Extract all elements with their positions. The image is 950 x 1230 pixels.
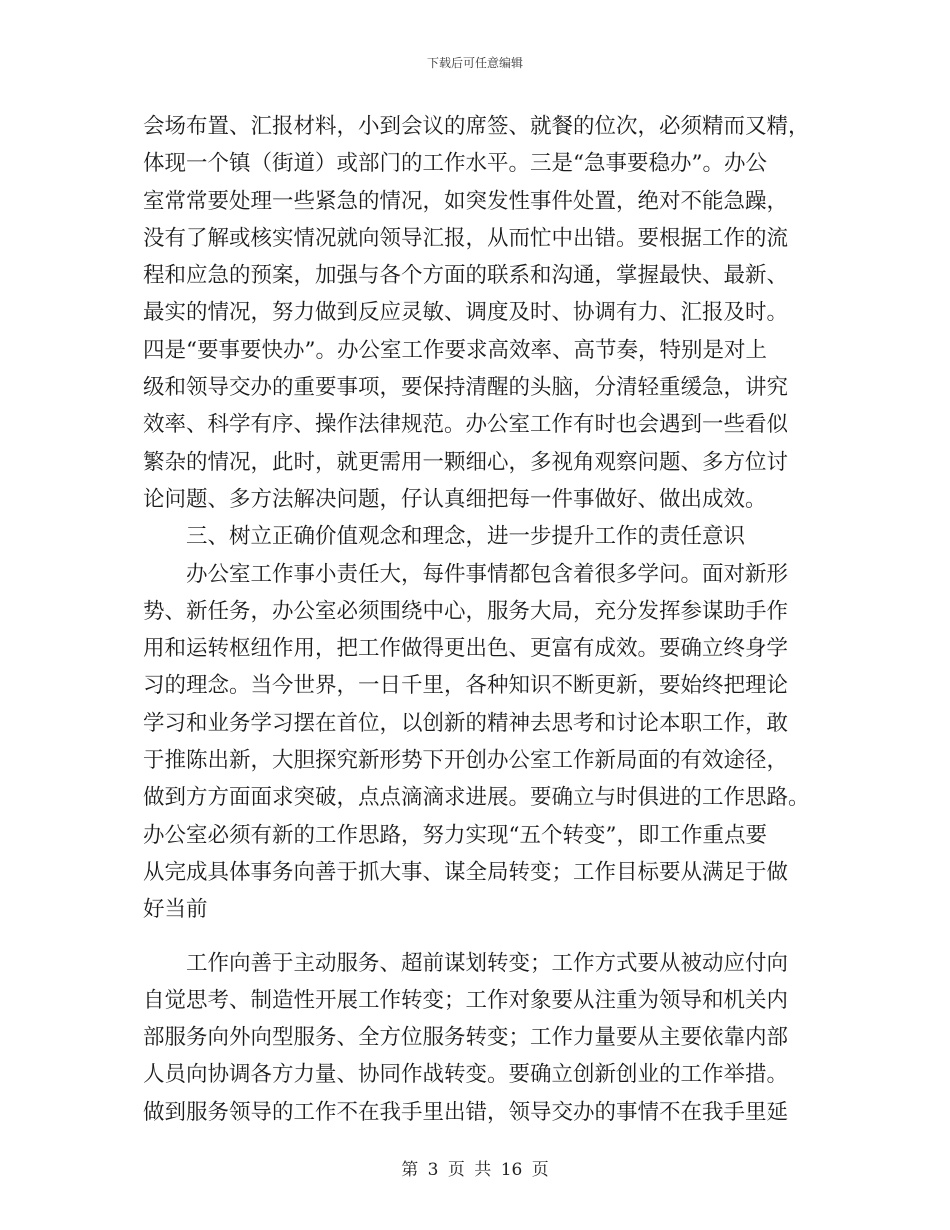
text-line: 最实的情况，努力做到反应灵敏、调度及时、协调有力、汇报及时。	[143, 300, 789, 326]
text-line: 论问题、多方法解决问题，仔认真细把每一件事做好、做出成效。	[143, 486, 767, 512]
paragraph	[143, 945, 815, 1131]
page-footer: 第 3 页 共 16 页	[401, 1160, 549, 1180]
text-line: 学习和业务学习摆在首位，以创新的精神去思考和讨论本职工作，敢	[143, 710, 789, 736]
text-line: 级和领导交办的重要事项，要保持清醒的头脑，分清轻重缓急，讲究	[143, 375, 789, 401]
text-line: 工作向善于主动服务、超前谋划转变；工作方式要从被动应付向	[186, 950, 789, 976]
text-line: 做到方方面面求突破，点点滴滴求进展。要确立与时俱进的工作思路。	[143, 785, 810, 811]
text-line: 人员向协调各方力量、协同作战转变。要确立创新创业的工作举措。	[143, 1062, 789, 1088]
text-line: 办公室工作事小责任大，每件事情都包含着很多学问。面对新形	[186, 561, 789, 587]
text-line: 程和应急的预案，加强与各个方面的联系和沟通，掌握最快、最新、	[143, 263, 789, 289]
text-line: 做到服务领导的工作不在我手里出错，领导交办的事情不在我手里延	[143, 1099, 789, 1125]
text-line: 办公室必须有新的工作思路，努力实现“五个转变”，即工作重点要	[143, 822, 767, 848]
page-header: 下载后可任意编辑	[426, 56, 523, 70]
text-line: 四是“要事要快办”。办公室工作要求高效率、高节奏，特别是对上	[143, 337, 767, 363]
text-line: 习的理念。当今世界，一日千里，各种知识不断更新，要始终把理论	[143, 673, 789, 699]
text-line: 部服务向外向型服务、全方位服务转变；工作力量要从主要依靠内部	[143, 1025, 789, 1051]
paragraph	[143, 556, 815, 929]
text-line: 势、新任务，办公室必须围绕中心，服务大局，充分发挥参谋助手作	[143, 598, 789, 624]
paragraph	[143, 108, 815, 518]
text-line: 好当前	[143, 897, 208, 923]
text-line: 用和运转枢纽作用，把工作做得更出色、更富有成效。要确立终身学	[143, 636, 789, 662]
text-line: 会场布置、汇报材料，小到会议的席签、就餐的位次，必须精而又精，	[143, 114, 810, 139]
text-line: 繁杂的情况，此时，就更需用一颗细心，多视角观察问题、多方位讨	[143, 449, 789, 475]
section-heading: 三、树立正确价值观念和理念，进一步提升工作的责任意识	[186, 524, 746, 550]
text-line: 于推陈出新，大胆探究新形势下开创办公室工作新局面的有效途径，	[143, 748, 789, 774]
text-line: 自觉思考、制造性开展工作转变；工作对象要从注重为领导和机关内	[143, 987, 789, 1013]
document-body	[143, 108, 815, 1131]
text-line: 效率、科学有序、操作法律规范。办公室工作有时也会遇到一些看似	[143, 412, 789, 438]
paragraph-gap	[143, 929, 815, 945]
text-line: 没有了解或核实情况就向领导汇报，从而忙中出错。要根据工作的流	[143, 225, 789, 251]
text-line: 从完成具体事务向善于抓大事、谋全局转变；工作目标要从满足于做	[143, 859, 789, 885]
text-line: 体现一个镇（街道）或部门的工作水平。三是“急事要稳办”。办公	[143, 151, 767, 177]
text-line: 室常常要处理一些紧急的情况，如突发性事件处置，绝对不能急躁，	[143, 188, 789, 214]
